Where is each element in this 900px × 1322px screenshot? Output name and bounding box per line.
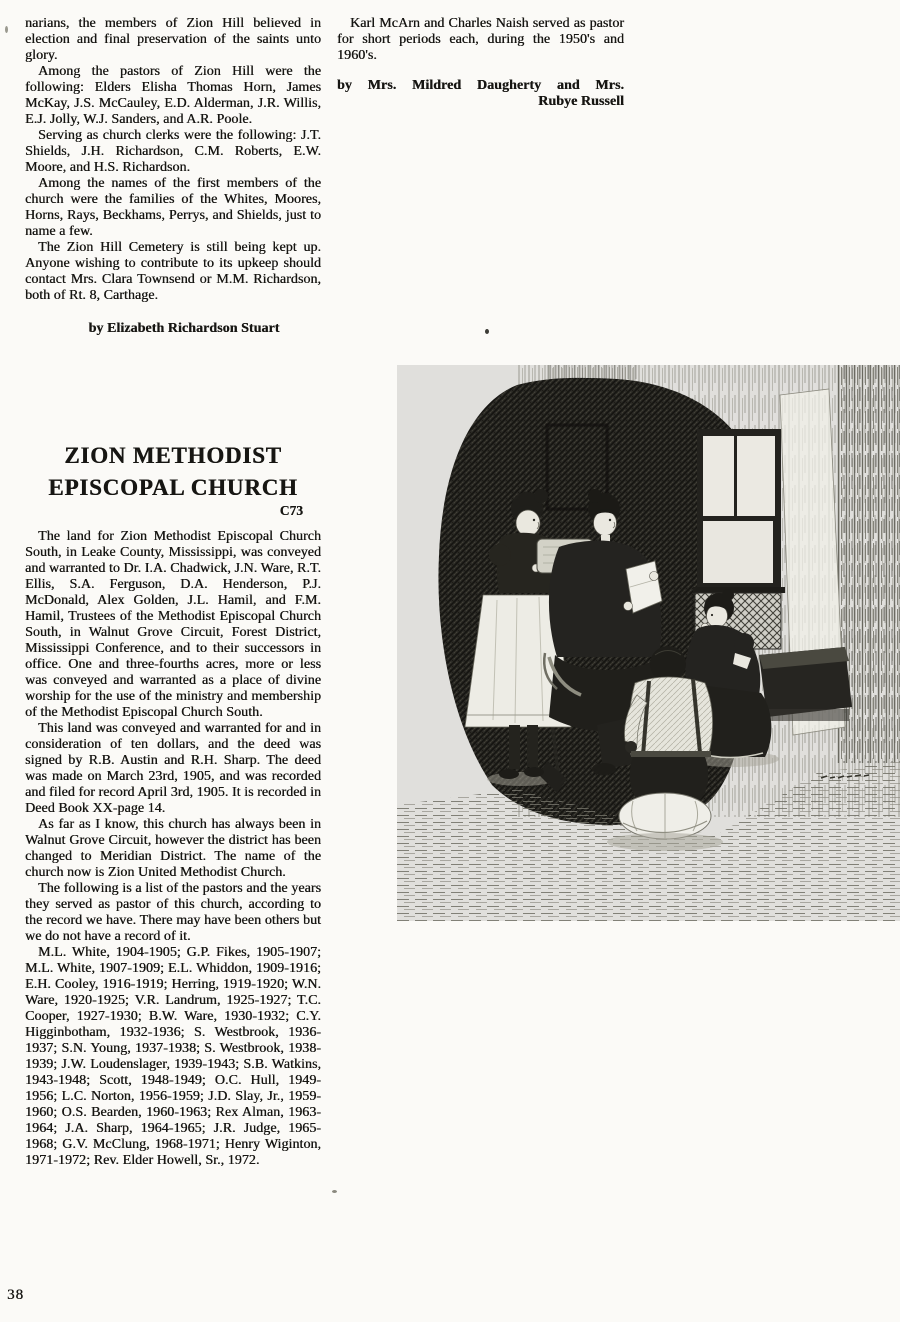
girl-shoe xyxy=(499,769,519,779)
paragraph: Karl McArn and Charles Naish served as pastor for short periods each, during the 1950's and 1960's. xyxy=(337,16,624,63)
church-illustration xyxy=(397,365,900,921)
paragraph: M.L. White, 1904-1905; G.P. Fikes, 1905-1907; M.L. White, 1907-1909; E.L. Whiddon, 1909-1916; E.H. Cooley, 1916-1919; Herring, 1919-1920; W.N. Ware, 1920-1925; V.R. Landrum, 1925-1927; T.C. Cooper, 1927-1930; B.W. Ware, 1930-1932; C.Y. Higginbotham, 1932-1936; S. Westbrook, 1936-1937; S.N. Young, 1937-1938; S. Westbrook, 1938-1939; J.W. Loudenslager, 1939-1943; S.B. Watkins, 1943-1948; Scott, 1948-1949; O.C. Hull, 1949-1956; L.C. Norton, 1956-1959; J.D. Slay, Jr., 1959-1960; O.S. Bearden, 1960-1963; Rex Alman, 1963-1964; J.A. Sharp, 1964-1965; J.R. Judge, 1965-1968; G.V. McClung, 1968-1971; Henry Wiginton, 1971-1972; Rev. Elder Howell, Sr., 1972. xyxy=(25,945,321,1168)
paragraph: Among the pastors of Zion Hill were the following: Elders Elisha Thomas Horn, James McKay, J.S. McCauley, E.D. Alderman, J.R. Willis, E.J. Jolly, W.J. Sanders, and A.R. Poole. xyxy=(25,64,321,127)
right-column-continuation xyxy=(337,16,624,110)
bench-shadow xyxy=(769,709,849,721)
girl-eye xyxy=(533,519,535,521)
paragraph: Among the names of the first members of the church were the families of the Whites, Moores, Horns, Rays, Beckhams, Perrys, and Shields, just to name a few. xyxy=(25,176,321,239)
author-byline xyxy=(337,78,624,110)
paragraph: This land was conveyed and warranted for and in consideration of ten dollars, and the deed was signed by R.B. Austin and R.H. Sharp. The deed was made on March 23rd, 1905, and was recorded and filed for record April 3rd, 1905. It is recorded in Deed Book XX-page 14. xyxy=(25,721,321,816)
article-title xyxy=(25,440,321,504)
paragraph: As far as I know, this church has always been in Walnut Grove Circuit, however the district has been changed to Meridian District. The name of the church now is Zion United Methodist Church. xyxy=(25,817,321,880)
girl2-eye xyxy=(711,614,713,616)
window-pane-lower xyxy=(703,521,773,583)
title-line: ZION METHODIST xyxy=(64,443,282,468)
scan-speck xyxy=(485,329,489,334)
woman-hand xyxy=(650,572,659,581)
girl-sleeve xyxy=(489,544,511,566)
boy-head xyxy=(650,646,686,682)
page-number: 38 xyxy=(7,1287,24,1303)
paragraph: narians, the members of Zion Hill believed in election and final preservation of the saints unto glory. xyxy=(25,16,321,63)
author-byline: by Elizabeth Richardson Stuart xyxy=(88,321,280,336)
title-line: EPISCOPAL CHURCH xyxy=(48,475,298,500)
girl-face xyxy=(516,510,540,536)
article-ref-code: C73 xyxy=(279,503,303,518)
girl2-curl xyxy=(722,589,734,601)
article-heading xyxy=(25,440,321,519)
window-sill xyxy=(693,587,785,593)
article-body xyxy=(25,529,321,1169)
paragraph: The Zion Hill Cemetery is still being kept up. Anyone wishing to contribute to its upkeep should contact Mrs. Clara Townsend or M.M. Richardson, both of Rt. 8, Carthage. xyxy=(25,240,321,303)
scan-speck xyxy=(332,1190,337,1193)
paragraph: The land for Zion Methodist Episcopal Church South, in Leake County, Mississippi, was conveyed and warranted to Dr. I.A. Chadwick, J.N. Ware, R.T. Ellis, S.A. Ferguson, D.A. Henderson, P.J. McDonald, Alex Golden, J.L. Hamil, and F.M. Hamil, Trustees of the Methodist Episcopal Church South, in Walnut Grove Circuit, Forest District, Mississippi Conference, and to their successors in office. One and three-fourths acres, more or less was conveyed and warranted as a place of divine worship for the use of the ministry and membership of the Methodist Episcopal Church South. xyxy=(25,529,321,720)
woman-hand xyxy=(624,602,633,611)
scan-speck xyxy=(5,26,8,33)
boy-waistband xyxy=(631,751,711,757)
woman-eye xyxy=(609,519,611,521)
paragraph: Serving as church clerks were the following: J.T. Shields, J.H. Richardson, C.M. Roberts, E.W. Moore, and H.S. Richardson. xyxy=(25,128,321,175)
byline-line: by Mrs. Mildred Daugherty and Mrs. xyxy=(337,78,624,93)
girl-shoe xyxy=(524,767,544,777)
girl-hair-bun xyxy=(534,489,548,503)
hassock-shadow xyxy=(607,833,723,851)
girl-leg xyxy=(509,725,520,769)
woman-hair-bun xyxy=(588,489,602,503)
girl-leg xyxy=(527,725,538,767)
girl2-sleeve xyxy=(734,633,754,653)
window-mullion xyxy=(734,436,737,516)
boy-boot xyxy=(592,763,616,775)
paragraph: The following is a list of the pastors and the years they served as pastor of this church, according to the record we have. There may have been others but we do not have a record of it. xyxy=(25,881,321,944)
zion-hill-continuation xyxy=(25,16,321,337)
window-pane-upper xyxy=(703,436,775,516)
byline-line: Rubye Russell xyxy=(538,94,624,109)
